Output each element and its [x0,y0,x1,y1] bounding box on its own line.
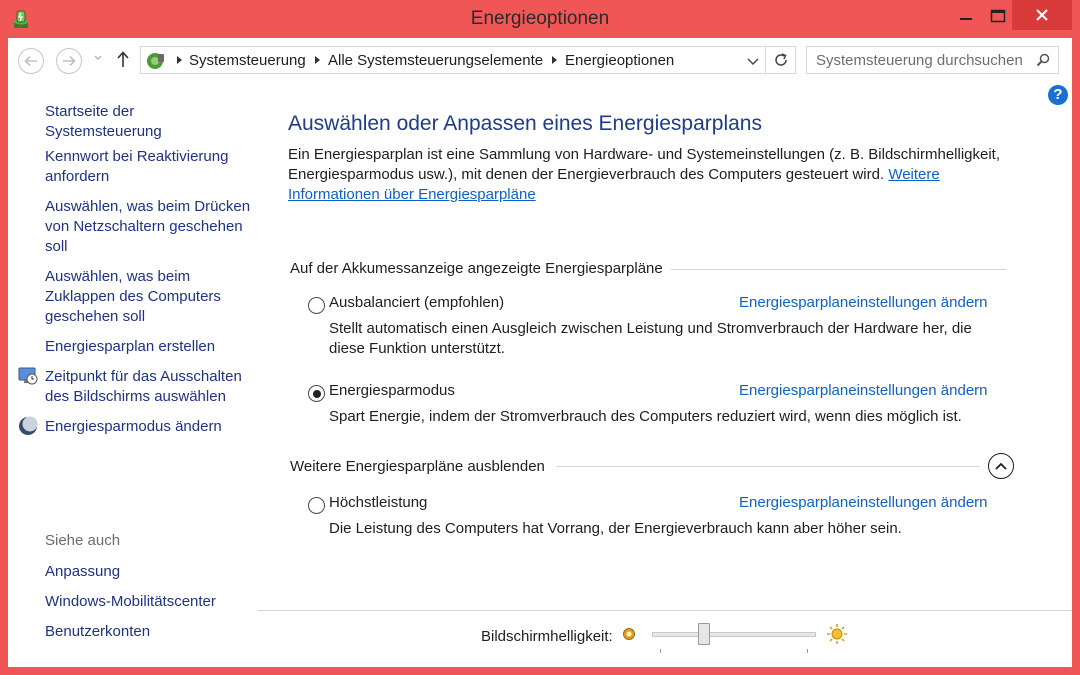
plan-desc-energiesparmodus: Spart Energie, indem der Stromverbrauch des Computers reduziert wird, wenn dies möglich ist. [329,408,962,425]
collapse-button[interactable] [988,453,1014,479]
slider-tick [807,649,808,653]
arrow-right-icon [62,55,76,67]
more-info-link[interactable]: Weitere Informationen über Energiesparpläne [288,166,940,203]
window-title: Energieoptionen [470,8,610,29]
recent-locations-button[interactable] [94,53,102,64]
breadcrumb-separator[interactable] [177,56,182,64]
search-box[interactable] [806,46,1059,74]
arrow-up-icon [116,50,130,68]
brightness-slider-track[interactable] [652,632,816,637]
breadcrumb-alle-elemente[interactable]: Alle Systemsteuerungselemente [328,52,544,69]
chevron-down-icon [94,55,102,61]
close-button[interactable] [1012,0,1072,30]
sidebar-item-zuklappen[interactable]: Auswählen, was beim Zuklappen des Computers geschehen soll [45,268,221,325]
breadcrumb-separator[interactable] [315,56,320,64]
group-heading-shown-plans: Auf der Akkumessanzeige angezeigte Energiesparpläne [290,260,671,277]
slider-tick [660,649,661,653]
brightness-slider-thumb[interactable] [698,623,710,645]
title-bar[interactable] [0,0,1080,38]
change-plan-link-hoechstleistung[interactable]: Energiesparplaneinstellungen ändern [739,494,988,511]
brightness-label: Bildschirmhelligkeit: [481,628,613,645]
brightness-bar [258,610,1072,667]
address-bar[interactable] [140,46,766,74]
breadcrumb-energieoptionen[interactable]: Energieoptionen [565,52,675,69]
plan-name-energiesparmodus[interactable]: Energiesparmodus [329,382,455,399]
minimize-button[interactable] [948,2,984,30]
address-history-dropdown[interactable] [747,54,759,72]
bright-brightness-icon [826,623,848,645]
group-heading-hidden-plans[interactable]: Weitere Energiesparpläne ausblenden [290,458,553,475]
monitor-clock-icon [17,365,39,387]
dim-brightness-icon [622,627,636,641]
plan-name-ausbalanciert[interactable]: Ausbalanciert (empfohlen) [329,294,505,311]
minimize-icon [959,9,973,23]
search-icon[interactable] [1036,53,1050,67]
breadcrumb-separator[interactable] [552,56,557,64]
sidebar-item-energiesparmodus[interactable]: Energiesparmodus ändern [45,418,222,435]
sidebar-item-netzschalter[interactable]: Auswählen, was beim Drücken von Netzschaltern geschehen soll [45,198,251,255]
refresh-icon [773,52,789,68]
search-input[interactable] [807,47,1027,73]
sidebar-item-kennwort[interactable]: Kennwort bei Reaktivierung anfordern [45,148,229,185]
page-title: Auswählen oder Anpassen eines Energiesparplans [288,112,762,135]
plan-desc-ausbalanciert: Stellt automatisch einen Ausgleich zwischen Leistung und Stromverbrauch der Hardware her, die diese Funktion unterstützt. [329,320,972,357]
sidebar-item-startseite[interactable]: Startseite der Systemsteuerung [45,103,162,140]
chevron-up-icon [995,462,1007,470]
chevron-down-icon [747,57,759,67]
intro-text [288,145,1008,205]
see-also-benutzerkonten[interactable]: Benutzerkonten [45,623,151,640]
refresh-button[interactable] [766,46,796,74]
help-icon[interactable]: ? [1048,85,1068,105]
maximize-icon [990,9,1006,23]
see-also-heading: Siehe auch [45,532,121,549]
close-icon [1035,8,1049,22]
client-area [8,38,1072,667]
forward-button[interactable] [56,48,82,74]
left-pane [8,82,258,667]
maximize-button[interactable] [980,2,1016,30]
up-button[interactable] [116,50,130,73]
navigation-bar [8,38,1072,82]
change-plan-link-energiesparmodus[interactable]: Energiesparplaneinstellungen ändern [739,382,988,399]
arrow-left-icon [24,55,38,67]
change-plan-link-ausbalanciert[interactable]: Energiesparplaneinstellungen ändern [739,294,988,311]
plan-desc-hoechstleistung: Die Leistung des Computers hat Vorrang, der Energieverbrauch kann aber höher sein. [329,520,902,537]
plan-name-hoechstleistung[interactable]: Höchstleistung [329,494,428,511]
radio-energiesparmodus[interactable] [308,385,325,402]
moon-icon [17,415,39,437]
intro-description: Ein Energiesparplan ist eine Sammlung von Hardware- und Systemeinstellungen (z. B. Bildschirmhelligkeit, Energiesparmodus usw.), mit denen der Energieverbrauch des Computers gesteuert wird. [288,146,1001,183]
radio-selected-dot [313,390,321,398]
see-also-anpassung[interactable]: Anpassung [45,563,121,580]
back-button[interactable] [18,48,44,74]
sidebar-item-plan-erstellen[interactable]: Energiesparplan erstellen [45,338,216,355]
radio-hoechstleistung[interactable] [308,497,325,514]
sidebar-item-bildschirm-ausschalten[interactable]: Zeitpunkt für das Ausschalten des Bildschirms auswählen [45,368,242,405]
control-panel-icon [144,50,166,72]
radio-ausbalanciert[interactable] [308,297,325,314]
group-divider [556,466,980,467]
breadcrumb-systemsteuerung[interactable]: Systemsteuerung [189,52,306,69]
see-also-mobilitaetscenter[interactable]: Windows-Mobilitätscenter [45,593,216,610]
